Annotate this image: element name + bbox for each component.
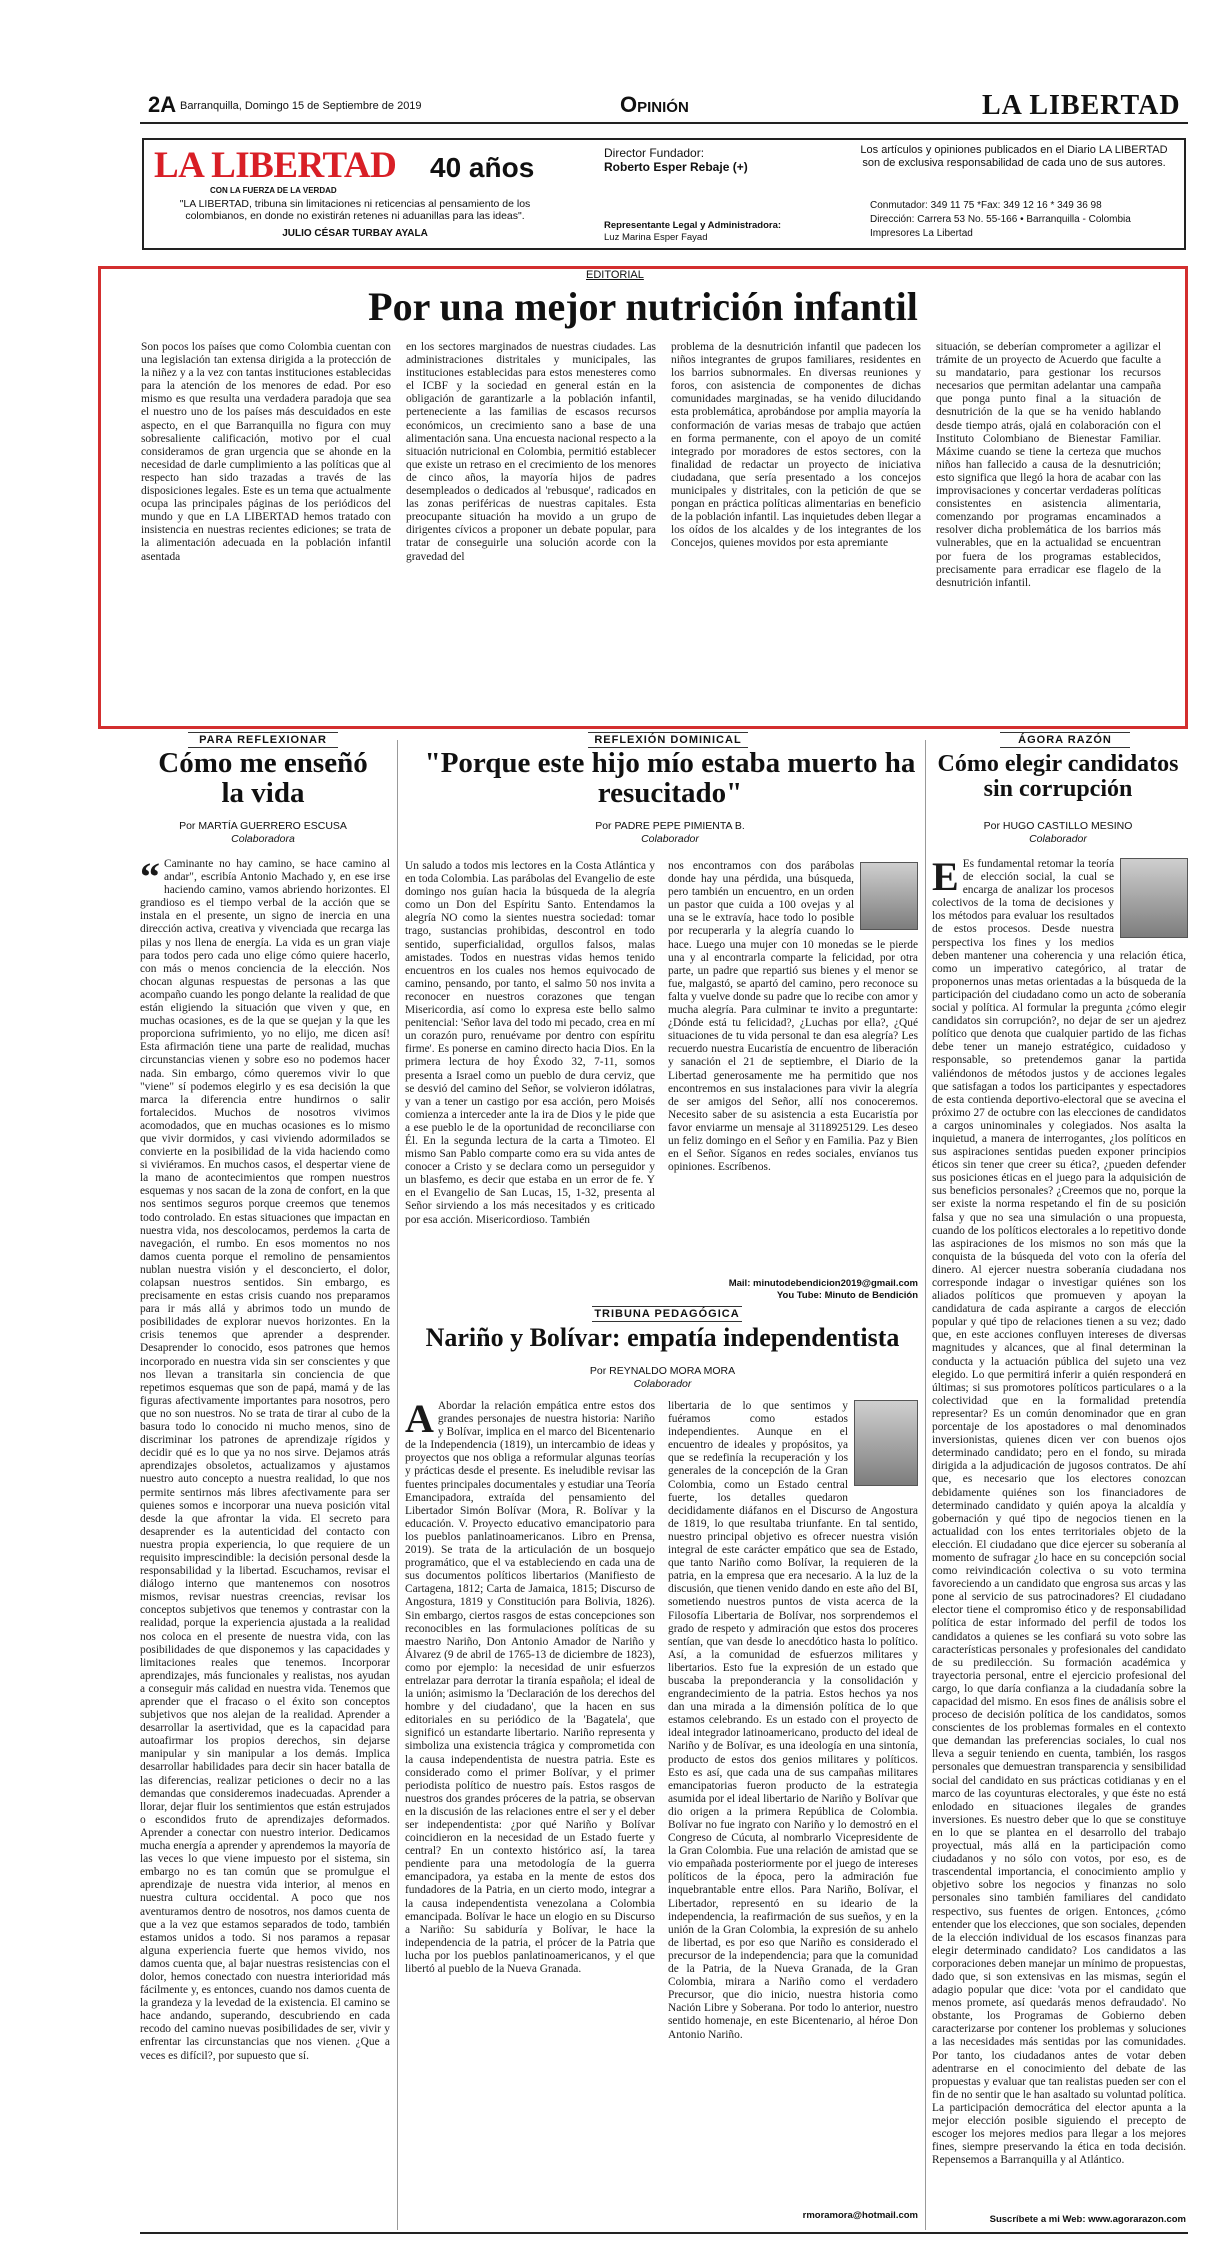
printer-line: Impresores La Libertad [870, 228, 973, 239]
address-line: Dirección: Carrera 53 No. 55-166 • Barranquilla - Colombia [870, 214, 1131, 225]
right-author: Por HUGO CASTILLO MESINO [983, 820, 1133, 832]
logo: LA LIBERTAD [154, 145, 397, 186]
left-body [140, 858, 390, 2238]
editorial-col-4: situación, se deberían comprometer a agilizar el trámite de un proyecto de Acuerdo que faculte a su mandatario, para gestionar los recursos necesarios que permitan adelantar una campaña que ponga punto final a la situación de desnutrición de la que se ha venido hablando desde tiempo atrás, ojalá en colaboración con el Instituto Colombiano de Bienestar Familiar. Máxime cuando se tiene la certeza que muchos niños han fallecido a causa de la desnutrición; esto significa que llegó la hora de acabar con las improvisaciones y concertar verdaderas políticas consistentes en asistencia alimentaria, comenzando por programas encaminados a resolver dicha problemática de los barrios más vulnerables, que en la actualidad se encuentran por fuera de los programas establecidos, precisamente para erradicar ese flagelo de la desnutrición infantil. [936, 341, 1161, 589]
right-dropcap: E [932, 858, 959, 899]
bottom-title: Nariño y Bolívar: empatía independentista [425, 1323, 900, 1352]
right-body-text: Es fundamental retomar la teoría de elección social, la cual se encarga de analizar los procesos colectivos de la toma de decisiones y los métodos para evaluar los resultados de estos procesos. Desde nuestra perspectiva los fines y los medios deben mantener una coherencia y una relación ética, como un imperativo categórico, al tratar de proponernos unas metas orientadas a la búsqueda de la participación del ciudadano como un acto de soberanía social y política. Al formular la pregunta ¿cómo elegir candidatos sin corrupción?, no dejar de ser un ajedrez político que denota que cualquier partido de las fichas debe tener un manejo estratégico, cuidadoso y responsable, so pretendemos ganar la partida valiéndonos de métodos justos y de acciones legales que satisfagan a todos los participantes y espectadores de esta contienda deportivo-electoral que se avecina el próximo 27 de octubre con las elecciones de candidatos a cargos uninominales y colegiados. Nos asalta la inquietud, a manera de interrogantes, ¿los políticos en sus aspiraciones sentidas pueden exponer principios éticos sin tener que creer su ética?, ¿pueden defender sus posiciones éticas en el juego para la adquisición de sus beneficios personales? ¿Creemos que no, porque la ser existe la norma respetando el fin de su posición falsa y que no sea una simulación o una propuesta, cuando de los políticos electorales a lo repetitivo donde las aspiraciones de los mismos no son más que la conquista de la búsqueda del voto con la ofería del dinero. Al ejercer nuestra soberanía ciudadana nos corresponde indagar o investigar quiénes son los aliados políticos que promueven y apoyan la candidatura de cada aspirante a cargos de elección popular y qué tipo de relaciones tienen a su vez; dado que, en este acciones confluyen intereses de diversas magnitudes y alcances, que al final determinan la conducta y la actuación pública del sujeto una vez elegido. Lo que permitirá inferir a quién responderá en últimas; si sus promotores políticos particulares o a la colectividad que en la formalidad pretendía representar? Es un común denominador que en gran porcentaje de los apostadores o mal denominados inversionistas, quienes dicen ver con buenos ojos determinado candidato; pero en el fondo, su mirada dirigida a la adjudicación de jugosos contratos. De ahí que, es necesario que los electores conozcan debidamente quiénes son los financiadores de determinado candidato y quién apoya la alcaldía y gobernación y qué tipo de negocios tienen en la actualidad con los entes territoriales objeto de la elección. El ciudadano que dice ejercer su soberanía al momento de sufragar ¿lo hace en su concepción social como reivindicación colectiva o su voto termina favoreciendo a un candidato que engrosa sus arcas y las pone al servicio de sus patrocinadores? El ciudadano elector tiene el compromiso ético y de responsabilidad política de estar informado del perfil de todos los candidatos a quienes se les confiará su voto sobre las características personales y profesionales del candidato de su predilección. Su formación académica y trayectoria personal, entre el ejercicio profesional del cargo, lo que daría confianza a la ciudadanía sobre la capacidad del mismo. En esos fines de análisis sobre el proceso de decisión política de los candidatos, somos conscientes de los problemas formales en el contexto que demandan las preferencias sociales, lo cual nos lleva a seguir teniendo en cuenta, también, los rasgos personales que demuestran transparencia y sensibilidad social del candidato en sus prácticas cotidianas y en el marco de las coyunturas electorales, y que éste no está enlodado en situaciones ilegales de grandes inversiones. Es nuestro deber que lo que se constituye en lo que se plantea en el desarrollo del trabajo proyectual, más allá en la participación como ciudadanos y no sólo con votos, por eso, es de trascendental importancia, el conocimiento amplio y objetivo sobre los negocios y finanzas no solo personales sino también familiares del candidato respectivo, sus fuentes de origen. Entonces, ¿cómo entender que los elecciones, que son sociales, dependen de la elección individual de los escasos finanzas para elegir determinado candidato? Los candidatos a las corporaciones deben manejar un mínimo de propuestas, dado que, si son extensivas en las mismas, según el adagio popular que dice: 'vota por el candidato que menos promete, así quedarás menos defraudado'. No obstante, los Programas de Gobierno deben caracterizarse por contener los problemas y soluciones a las necesidades más sentidas por las comunidades. Por tanto, los ciudadanos antes de votar deben adentrarse en el conocimiento del debate de las propuestas y evaluar que tan realistas pueden ser con el fin de no sentir que le han asaltado su voluntad política. La participación democrática del elector apunta a la mejor elección posible siguiendo el precepto de escoger los mejores medios para llegar a los mejores fines, siempre preservando la ética en toda decisión. Repensemos a Barranquilla y al Atlántico. [932, 858, 1186, 2167]
slogan: CON LA FUERZA DE LA VERDAD [210, 186, 337, 195]
mid-mail: Mail: minutodebendicion2019@gmail.com [728, 1278, 918, 1289]
director-label: Director Fundador: [604, 146, 705, 160]
mid-col-2 [668, 860, 918, 1280]
bottom-email: rmoramora@hotmail.com [802, 2210, 918, 2221]
header-rule [140, 122, 1188, 124]
right-byline [930, 820, 1186, 846]
bottom-byline [405, 1365, 920, 1391]
left-role: Colaboradora [231, 833, 295, 845]
page-number: 2A [148, 92, 177, 117]
mid-author: Por PADRE PEPE PIMIENTA B. [595, 820, 745, 832]
left-body-text: Caminante no hay camino, se hace camino al andar", escribía Antonio Machado y, en ese irse haciendo camino, vamos abriendo horizontes. El grandioso es el tiempo verbal de la acción que se instala en el presente, un signo de inercia en una dirección activa, creativa y vivenciada que recarga las pilas y nos llena de energía. La vida es un gran viaje para todos pero cada uno elige cómo quiere hacerlo, con más o menos conciencia de la elección. Nos chocan algunas respuestas de personas a las que acompaño cuando les pongo delante la realidad de que están eligiendo la situación que viven y que, en muchas ocasiones, es de la que se quejan y la que les proporciona sufrimiento, yo no elijo, me dicen así! Esta afirmación tiene una parte de realidad, muchas circunstancias vienen y sobre eso no podemos hacer nada. Sin embargo, cómo queremos vivir lo que "viene" sí podemos elegirlo y es esa decisión la que marca la diferencia entre hundirnos o salir fortalecidos. Muchos de nosotros vivimos acomodados, que en muchas ocasiones es lo mismo que vivir dormidos, y casi viviendo adormilados se convierte en la posibilidad de la vida haciendo como si viviéramos. En muchos casos, el despertar viene de la mano de acontecimientos que rompen nuestros esquemas y nos sacan de la zona de confort, en la que nos sentimos seguros porque creemos que tenemos todo controlado. En estas situaciones que impactan en nuestra vida, nos descolocamos, perdemos la carta de navegación, el rumbo. En esos momentos no nos damos cuenta porque el remolino de pensamientos nublan nuestra visión y el desconcierto, el dolor, colapsan nuestros sentidos. Sin embargo, es precisamente en estas crisis cuando nos preparamos para ir más allá y abrimos todo un mundo de posibilidades de explorar nuevos horizontes. En la crisis tenemos que aprender a desprender. Desaprender lo conocido, esos patrones que hemos incorporado en nuestra vida sin ser conscientes y que nos llevan a transitarla sin conciencia de que repetimos esquemas que son de papá, mamá y de las figuras afectivamente importantes para nosotros, pero que no son nuestros. No se trata de tirar al cubo de la basura todo lo conocido ni mucho menos, sino de discriminar los patrones de aprendizaje rígidos y decidir qué es lo que ya no nos sirve. Dejamos atrás aprendizajes obsoletos, actualizamos y ajustamos nuestro auto concepto a nuestra realidad, lo que nos permite sentirnos más libres afectivamente para ser quienes somos e incorporar una nueva posición vital desde la que afrontar la vida. El secreto para desaprender es la autenticidad del contacto con nuestra propia experiencia, lo que requiere de un requisito imprescindible: la decisión personal desde la responsabilidad y la libertad. Escuchamos, revisar el diálogo interno que mantenemos con nosotros mismos, revisar nuestras creencias, revisar los conceptos subjetivos que tenemos y contrastar con la realidad, porque la experiencia ajustada a la realidad nos coloca en el presente de nuestra vida, con las posibilidades de que disponemos y las capacidades y limitaciones reales que tenemos. Incorporar aprendizajes, más funcionales y realistas, nos ayudan a conseguir más calidad en nuestra vida. Tenemos que aprender que el fracaso o el éxito son conceptos subjetivos que nos alejan de la realidad. Aprender a desarrollar la asertividad, que es la capacidad para autoafirmar los propios derechos, sin dejarse manipular y sin manipular a los demás. Implica desarrollar habilidades para decir sin hacer batalla de las diferencias, realizar peticiones o decir no a las demandas que consideremos inadecuadas. Aprender a llorar, dejar fluir los sentimientos que están estrujados o escondidos fruto de aprendizajes deformados. Aprender a conectar con nuestro interior. Dedicamos mucha energía a aprender y aprendemos la mayoría de las veces lo que viene impuesto por el sistema, sin embargo no es tan común que se promulgue el aprendizaje de nuestra vida interior, al menos en nuestra cultura occidental. A poco que nos aventuramos dentro de nosotros, nos damos cuenta de que a la vez que estamos separados de todo, también estamos unidos a todo. Si nos paramos a repasar alguna experiencia fuerte que hemos vivido, nos damos cuenta que, al bajar nuestras resistencias con el dolor, hemos conectado con nuestra interioridad más fácilmente y, es entonces, cuando nos damos cuenta de la grandeza y la levedad de la existencia. El camino se hace andando, superando, descubriendo en cada recodo del camino nuevas posibilidades de ser, vivir y enfrentar las circunstancias que nos vienen. ¿Que a veces es difícil?, por supuesto que sí. [140, 858, 390, 2062]
banner-box [142, 138, 1186, 250]
legal-label: Representante Legal y Administradora: [604, 220, 782, 231]
right-kicker: ÁGORA RAZÓN [1000, 732, 1130, 748]
mid-col-1: Un saludo a todos mis lectores en la Costa Atlántica y en toda Colombia. Las parábolas del Evangelio de este domingo nos guían hacia la búsqueda de la alegría como un Don del Espíritu Santo. Entendamos la alegría NO como la sientes nuestra sociedad: tomar trago, sustancias prohibidas, descontrol en todo sentido, superficialidad, orgullos falsos, malas amistades. Todos en nuestras vidas hemos tenido encuentros en los cuales nos hemos equivocado de camino, pensando, por tanto, el salmo 50 nos invita a reconocer en nuestros corazones que tengan Misericordia, así como lo expresa este bello salmo penitencial: 'Señor lava del todo mi pecado, crea en mí un corazón puro, renuévame por dentro con espíritu firme'. Es ponerse en camino directo hacia Dios. En la primera lectura de hoy Éxodo 32, 7-11, somos presenta a Israel como un pueblo de dura cerviz, que se desvió del camino del Señor, se volvieron idólatras, y van a tener un castigo por esa acción, pero Moisés comienza a interceder ante la ira de Dios y le pide que a ese pueblo le de la oportunidad de reconciliarse con Él. En la segunda lectura de la carta a Timoteo. El mismo San Pablo comparte como era su vida antes de conocer a Cristo y se declara como un perseguidor y un blasfemo, es decir que estaba en un error de fe. Y en el Evangelio de San Lucas, 15, 1-32, presenta al Señor sirviendo a los más necesitados y es criticado por esa acción. Misericordioso. También [405, 860, 655, 1226]
column-rule-1 [397, 740, 398, 2230]
editorial-title: Por una mejor nutrición infantil [368, 284, 918, 329]
bottom-col-1 [405, 1400, 655, 2225]
date-line: Barranquilla, Domingo 15 de Septiembre de 2019 [180, 100, 422, 112]
right-role: Colaborador [1029, 833, 1087, 845]
editorial-col-2: en los sectores marginados de nuestras ciudades. Las administraciones distritales y municipales, las instituciones establecidas para estos menesteres como el ICBF y la sociedad en general están en la obligación de garantizarle a la población infantil, perteneciente a las familias de escasos recursos económicos, un crecimiento sano a base de una alimentación sana. Una encuesta nacional respecto a la situación nutricional en Colombia, permitió establecer que existe un retraso en el crecimiento de los menores de cinco años, la mayoría hijos de padres desempleados o dedicados al 'rebusque', radicados en las zonas periféricas de nuestras capitales. Esta preocupante situación ha movido a un grupo de dirigentes cívicos a proponer un debate popular, para tratar de conseguirle una solución acorde con la gravedad del [406, 341, 656, 563]
right-title: Cómo elegir candidatos sin corrupción [937, 751, 1179, 803]
bottom-col-2 [668, 1400, 918, 2205]
mid-youtube: You Tube: Minuto de Bendición [776, 1290, 918, 1301]
photo-spacer [1114, 858, 1186, 940]
legal-name: Luz Marina Esper Fayad [604, 232, 708, 243]
bottom-role: Colaborador [633, 1378, 692, 1390]
director-name: Roberto Esper Rebaje (+) [604, 160, 748, 174]
left-author: Por MARTÍA GUERRERO ESCUSA [179, 820, 347, 832]
photo-spacer [854, 860, 918, 934]
mid-col-2-text: nos encontramos con dos parábolas donde hay una pérdida, una búsqueda, pero también un encuentro, en un orden un pastor que cuida a 100 ovejas y al una se le extravía, hace todo lo posible por recuperarla y la alegría cuando lo hace. Luego una mujer con 10 monedas se le pierde una y al encontrarla comparte la felicidad, por otra parte, un padre que repartió sus bienes y el menor se fue, malgastó, se apartó del camino, pero reconoce su falta y vuelve donde su padre que lo recibe con amor y mucha alegría. Para culminar te invito a preguntarte: ¿Dónde está tu felicidad?, ¿Luchas por ella?, ¿Qué situaciones de tu vida personal te dan esa alegría? Les recuerdo nuestra Eucaristía de encuentro de liberación y sanación el 21 de septiembre, el Diario de la Libertad generosamente me ha permitido que nos encontremos en sus instalaciones para vivir la alegría de ser amigos del Señor, allí nos conoceremos. Necesito saber de su asistencia a esta Eucaristía por favor enviarme un mensaje al 3118925129. Les deseo un feliz domingo en el Señor y en Familia. Paz y Bien en el Señor. Síganos en redes sociales, envíanos tus opiniones. Escríbenos. [668, 860, 918, 1174]
banner-quote: "LA LIBERTAD, tribuna sin limitaciones ni reticencias al pensamiento de los colombianos, en donde no existirán retenes ni aduanillas para las ideas". [179, 198, 531, 222]
bottom-col-2-text: libertaria de lo que sentimos y fuéramos como estados independientes. Aunque en el encuentro de ideales y propósitos, ya que se redefinía la recuperación y los generales de la concepción de la Gran Colombia, como un Estado central fuerte, los detalles quedaron decididamente diáfanos en el Discurso de Angostura de 1819, lo que resultaba triunfante. En tal sentido, nuestro principal objetivo es ofrecer nuestra visión integral de este carácter empático que sea de Estado, que tanto Nariño como Bolívar, la requieren de la patria, en la empresa que era necesario. A la luz de la discusión, que tienen venido dando en este año del BI, sometiendo nuestros puntos de vista acerca de la Filosofía Libertaria de Bolívar, nos sorprendemos el grado de respeto y admiración que estos dos proceres sentían, que van desde lo anecdótico hasta lo político. Así, a la comunidad de esfuerzos militares y libertarios. Esto fue la expresión de un estado que buscaba la preponderancia y la consolidación y engrandecimiento de la patria. Estos hechos ya nos dan una mirada a la dimensión política de lo que estamos celebrando. Es un estado con el proyecto de ideal integrador latinoamericano, producto del ideal de Nariño y de Bolívar, es una ideología en una sintonía, producto de estos dos genios militares y políticos. Esto es así, que cada una de sus campañas militares emancipatorias fueron producto de la estrategia asumida por el ideal libertario de Nariño y Bolívar que dio origen a la primera República de Colombia. Bolívar no fue ingrato con Nariño y lo demostró en el Congreso de Cúcuta, al nombrarlo Vicepresidente de la Gran Colombia. Fue una relación de amistad que se vio empañada posteriormente por el juego de intereses políticos de la época, pero la admiración fue inquebrantable entre ellos. Para Nariño, Bolívar, el Libertador, representó en su ideario de la independencia, la reafirmación de sus sueños, y en la unión de la Gran Colombia, la expresión de su anhelo de libertad, es por eso que Nariño es considerado el precursor de la independencia; para que la comunidad de la Patria, de la Nueva Granada, de la Gran Colombia, mirara a Nariño como el verdadero Precursor, que dio inicio, nuestra historia como Nación Libre y Soberana. Por todo lo anterior, nuestro sentido homenaje, en este Bicentenario, al héroe Don Antonio Nariño. [668, 1400, 918, 2041]
editorial-col-1: Son pocos los países que como Colombia cuentan con una legislación tan extensa dirigida a la protección de la niñez y a la vez con tantas instituciones establecidas para la atención de los menores de edad. Por eso mismo es que resulta una verdadera paradoja que sea el nuestro uno de los países más descuidados en este aspecto, en el que Barranquilla no figura con muy sobresaliente calificación, motivo por el cual consideramos de gran urgencia que se ahonde en la necesidad de darle cumplimiento a las políticas que al respecto han sido trazadas a través de las disposiciones legales. Este es un tema que actualmente ocupa las principales páginas de los periódicos del mundo y que en LA LIBERTAD hemos tratado con insistencia en nuestras recientes ediciones; se trata de la alimentación adecuada en la población infantil asentada [141, 341, 391, 563]
left-title: Cómo me enseñó la vida [158, 747, 368, 810]
bottom-kicker: TRIBUNA PEDAGÓGICA [592, 1306, 742, 1322]
footer-rule [140, 2232, 1188, 2234]
editorial-col-3: problema de la desnutrición infantil que padecen los niños integrantes de grupos familiares, residentes en los barrios subnormales. En diversas reuniones y foros, con asistencia de componentes de dichas comunidades marginadas, se ha venido dilucidando esta problemática, aprobándose por amplia mayoría la conformación de varias mesas de trabajo que actúen en forma permanente, con el apoyo de un comité integrado por moradores de estos sectores, con la finalidad de redactar un proyecto de iniciativa ciudadana, que sería presentado a los concejos municipales y distritales, con la petición de que se pongan en práctica políticas alimentarias en beneficio de la población infantil. Las inquietudes deben llegar a los oídos de los alcaldes y de los integrantes de los Concejos, quienes movidos por esta apremiante [671, 341, 921, 550]
column-rule-2 [925, 740, 926, 2230]
bottom-col-1-text: Abordar la relación empática entre estos dos grandes personajes de nuestra historia: Nariño y Bolívar, implica en el marco del Bicentenario de la Independencia (1819), un intercambio de ideas y proyectos que nos obliga a reformular algunas teorías y prácticas desde el presente. Es ineludible revisar las fuentes principales documentales y estudiar una Teoría Emancipadora, extraída del pensamiento del Libertador Simón Bolívar (Mora, R. Bolívar y la educación. V. Proyecto educativo emancipatorio para los pueblos panlatinoamericanos. Libro en Prensa, 2019). Se trata de la articulación de un bosquejo programático, que el va estableciendo en cada una de sus documentos políticos libertarios (Manifiesto de Cartagena, 1812; Carta de Jamaica, 1815; Discurso de Angostura, 1819 y Constitución para Bolivia, 1826). Sin embargo, ciertos rasgos de estas concepciones son reconocibles en las formulaciones políticas de su maestro Nariño, Don Antonio Amador de Nariño y Álvarez (9 de abril de 1765-13 de diciembre de 1823), como por ejemplo: la necesidad de unir esfuerzos entrelazar para derrotar la tiranía española; el ideal de la unión; asimismo la 'Declaración de los derechos del hombre y del ciudadano', que la hacen en sus editoriales en su periódico de la 'Bagatela', que significó un estandarte libertario. Nariño representa y simboliza una existencia trágica y comprometida con la causa independentista de nuestra patria. Este es considerado como el primer Bolívar, y el primer periodista político de nuestro país. Estos rasgos de nuestros dos grandes próceres de la patria, se observan en la discusión de las relaciones entre el ser y el deber ser independentista: ¿por qué Nariño y Bolívar coincidieron en la necesidad de un Estado fuerte y central? En un contexto histórico así, la tarea pendiente para una metodología de la guerra emancipadora, ya estaba en la mente de estos dos fundadores de la Patria, en un cierto modo, integrar a la causa independentista venezolana a Colombia emancipada. Bolívar le hace un elogio en su Discurso a Nariño: Su sabiduría y Bolívar, le hace la independencia de la patria, el prócer de la Patria que lucha por los pueblos panlatinoamericanos, y el que libertó al pueblo de la Nueva Granada. [405, 1400, 655, 1976]
section-title: Opinión [620, 92, 689, 117]
phone-line: Conmutador: 349 11 75 *Fax: 349 12 16 * 349 36 98 [870, 200, 1102, 211]
disclaimer: Los artículos y opiniones publicados en el Diario LA LIBERTAD son de exclusiva responsabilidad de cada uno de sus autores. [860, 144, 1168, 169]
bottom-dropcap: A [405, 1400, 434, 1441]
mid-title: "Porque este hijo mío estaba muerto ha resucitado" [424, 747, 916, 810]
mid-kicker: REFLEXIÓN DOMINICAL [588, 732, 748, 748]
bottom-author: Por REYNALDO MORA MORA [589, 1365, 736, 1377]
right-body [932, 858, 1186, 2210]
left-kicker: PARA REFLEXIONAR [188, 732, 338, 748]
quote-author: JULIO CÉSAR TURBAY AYALA [282, 228, 428, 239]
anniversary-badge: 40 años [430, 152, 535, 183]
mid-role: Colaborador [641, 833, 699, 845]
editorial-box [98, 266, 1188, 729]
masthead: LA LIBERTAD [982, 90, 1181, 121]
editorial-kicker: EDITORIAL [586, 269, 644, 281]
right-web: Suscríbete a mi Web: www.agorarazon.com [989, 2214, 1186, 2225]
mid-byline [420, 820, 920, 846]
left-dropcap: “ [140, 858, 160, 899]
left-byline [150, 820, 376, 846]
photo-spacer [848, 1400, 918, 1492]
